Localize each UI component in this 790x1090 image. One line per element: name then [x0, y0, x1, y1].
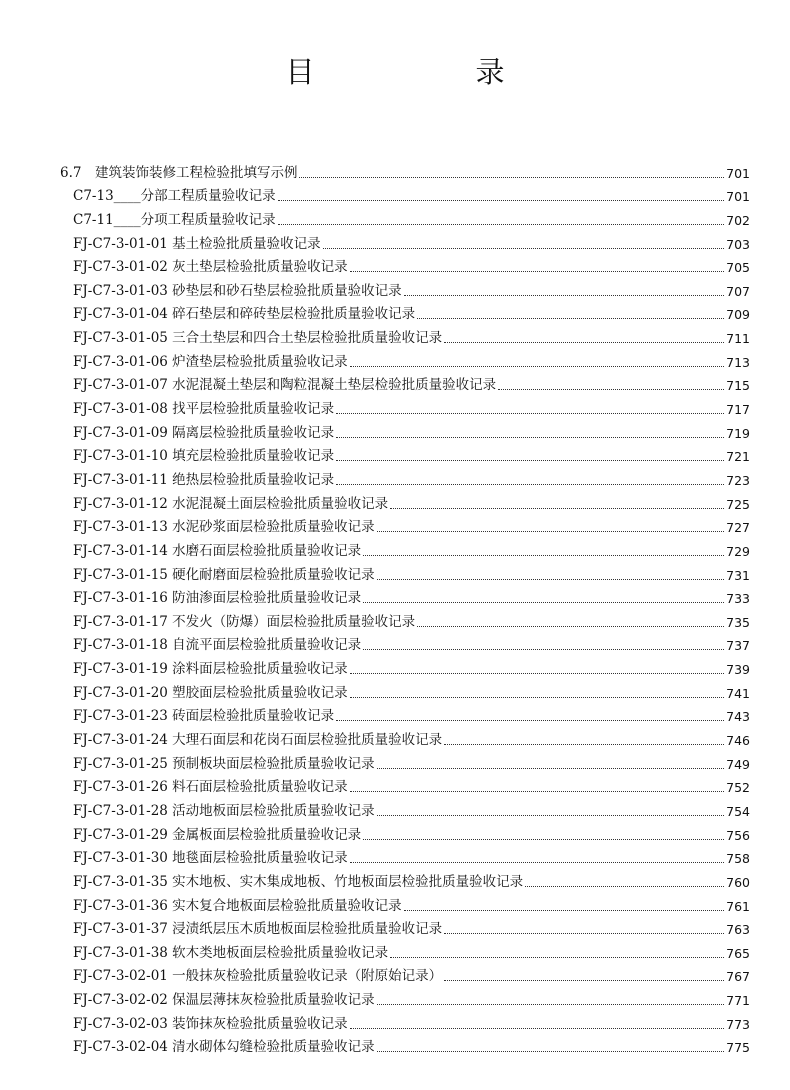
toc-entry-page-number: 715: [726, 378, 750, 394]
dot-leader: [444, 932, 724, 934]
toc-entry[interactable]: [60, 607, 750, 631]
table-of-contents: [60, 158, 750, 1056]
toc-entry[interactable]: [60, 584, 750, 608]
dot-leader: [350, 861, 724, 863]
dot-leader: [350, 790, 724, 792]
toc-entry-page-number: 749: [726, 756, 750, 772]
dot-leader: [444, 979, 724, 981]
toc-entry-page-number: 760: [726, 874, 750, 890]
toc-entry-label: FJ-C7-3-01-01 基土检验批质量验收记录: [73, 235, 321, 252]
toc-entry-page-number: 725: [726, 496, 750, 512]
toc-entry[interactable]: [60, 915, 750, 939]
dot-leader: [299, 176, 724, 178]
dot-leader: [404, 909, 724, 911]
toc-entry-label: FJ-C7-3-01-29 金属板面层检验批质量验收记录: [73, 826, 362, 843]
toc-entry-label: FJ-C7-3-01-16 防油渗面层检验批质量验收记录: [73, 590, 362, 607]
toc-entry-label: FJ-C7-3-01-04 碎石垫层和碎砖垫层检验批质量验收记录: [73, 306, 416, 323]
dot-leader: [377, 530, 724, 532]
toc-entry[interactable]: [60, 938, 750, 962]
dot-leader: [417, 625, 724, 627]
dot-leader: [417, 317, 724, 319]
toc-entry-page-number: 727: [726, 520, 750, 536]
dot-leader: [444, 743, 724, 745]
toc-entry-label: FJ-C7-3-01-07 水泥混凝土垫层和陶粒混凝土垫层检验批质量验收记录: [73, 377, 497, 394]
toc-entry[interactable]: [60, 323, 750, 347]
dot-leader: [390, 956, 724, 958]
toc-entry-label: FJ-C7-3-01-35 实木地板、实木集成地板、竹地板面层检验批质量验收记录: [73, 873, 524, 890]
toc-entry-page-number: 758: [726, 851, 750, 867]
toc-entry-page-number: 739: [726, 662, 750, 678]
dot-leader: [336, 483, 724, 485]
dot-leader: [336, 412, 724, 414]
toc-entry-label: FJ-C7-3-01-05 三合土垫层和四合土垫层检验批质量验收记录: [73, 330, 443, 347]
toc-entry[interactable]: [60, 158, 750, 182]
toc-entry[interactable]: [60, 631, 750, 655]
toc-entry-label: FJ-C7-3-02-04 清水砌体勾缝检验批质量验收记录: [73, 1039, 375, 1056]
toc-entry-page-number: 737: [726, 638, 750, 654]
toc-entry-label: FJ-C7-3-01-17 不发火（防爆）面层检验批质量验收记录: [73, 613, 416, 630]
dot-leader: [278, 223, 724, 225]
dot-leader: [377, 814, 724, 816]
toc-entry[interactable]: [60, 205, 750, 229]
toc-entry-page-number: 763: [726, 922, 750, 938]
dot-leader: [377, 578, 724, 580]
toc-entry[interactable]: [60, 536, 750, 560]
toc-entry-label: FJ-C7-3-01-36 实木复合地板面层检验批质量验收记录: [73, 897, 402, 914]
toc-entry[interactable]: [60, 867, 750, 891]
toc-entry-page-number: 741: [726, 685, 750, 701]
toc-entry[interactable]: [60, 253, 750, 277]
toc-entry-page-number: 729: [726, 543, 750, 559]
dot-leader: [363, 838, 724, 840]
toc-entry[interactable]: [60, 985, 750, 1009]
toc-entry[interactable]: [60, 678, 750, 702]
toc-entry[interactable]: [60, 394, 750, 418]
toc-entry-label: FJ-C7-3-01-18 自流平面层检验批质量验收记录: [73, 637, 362, 654]
toc-entry[interactable]: [60, 702, 750, 726]
toc-entry[interactable]: [60, 465, 750, 489]
toc-entry[interactable]: [60, 654, 750, 678]
toc-entry-page-number: 743: [726, 709, 750, 725]
toc-entry-label: FJ-C7-3-01-09 隔离层检验批质量验收记录: [73, 424, 335, 441]
toc-entry-label: FJ-C7-3-01-11 绝热层检验批质量验收记录: [73, 471, 335, 488]
toc-entry[interactable]: [60, 773, 750, 797]
toc-entry-label: FJ-C7-3-01-13 水泥砂浆面层检验批质量验收记录: [73, 519, 375, 536]
toc-entry-page-number: 723: [726, 472, 750, 488]
toc-entry-page-number: 719: [726, 425, 750, 441]
toc-entry-label: 6.7 建筑装饰装修工程检验批填写示例: [60, 164, 298, 181]
toc-entry-label: FJ-C7-3-01-12 水泥混凝土面层检验批质量验收记录: [73, 495, 389, 512]
toc-entry[interactable]: [60, 560, 750, 584]
toc-entry-label: FJ-C7-3-01-25 预制板块面层检验批质量验收记录: [73, 755, 375, 772]
dot-leader: [525, 885, 724, 887]
toc-entry[interactable]: [60, 1009, 750, 1033]
dot-leader: [377, 1003, 724, 1005]
toc-entry[interactable]: [60, 891, 750, 915]
toc-entry-label: FJ-C7-3-01-23 砖面层检验批质量验收记录: [73, 708, 335, 725]
toc-entry[interactable]: [60, 371, 750, 395]
toc-entry[interactable]: [60, 418, 750, 442]
toc-entry-page-number: 767: [726, 969, 750, 985]
toc-entry-page-number: 735: [726, 614, 750, 630]
toc-entry-label: FJ-C7-3-02-02 保温层薄抹灰检验批质量验收记录: [73, 992, 375, 1009]
toc-entry-page-number: 717: [726, 402, 750, 418]
toc-entry-page-number: 775: [726, 1040, 750, 1056]
toc-entry[interactable]: [60, 229, 750, 253]
toc-entry-page-number: 761: [726, 898, 750, 914]
toc-entry[interactable]: [60, 276, 750, 300]
toc-entry-label: C7-13____分部工程质量验收记录: [73, 188, 276, 205]
dot-leader: [336, 459, 724, 461]
toc-entry[interactable]: [60, 749, 750, 773]
dot-leader: [336, 436, 724, 438]
toc-entry-page-number: 771: [726, 993, 750, 1009]
toc-entry-label: FJ-C7-3-01-37 浸渍纸层压木质地板面层检验批质量验收记录: [73, 921, 443, 938]
toc-entry-label: FJ-C7-3-01-03 砂垫层和砂石垫层检验批质量验收记录: [73, 282, 402, 299]
toc-entry-label: FJ-C7-3-01-28 活动地板面层检验批质量验收记录: [73, 802, 375, 819]
toc-entry-page-number: 752: [726, 780, 750, 796]
toc-entry[interactable]: [60, 796, 750, 820]
toc-entry[interactable]: [60, 725, 750, 749]
toc-entry-label: FJ-C7-3-01-02 灰土垫层检验批质量验收记录: [73, 259, 348, 276]
toc-entry-page-number: 707: [726, 283, 750, 299]
toc-entry-page-number: 713: [726, 354, 750, 370]
toc-entry-label: FJ-C7-3-01-38 软木类地板面层检验批质量验收记录: [73, 944, 389, 961]
toc-entry-page-number: 702: [726, 212, 750, 228]
dot-leader: [377, 1050, 724, 1052]
toc-entry-page-number: 709: [726, 307, 750, 323]
toc-entry-label: FJ-C7-3-01-14 水磨石面层检验批质量验收记录: [73, 542, 362, 559]
toc-entry-label: FJ-C7-3-01-08 找平层检验批质量验收记录: [73, 401, 335, 418]
toc-entry-page-number: 705: [726, 260, 750, 276]
dot-leader: [363, 648, 724, 650]
toc-entry[interactable]: [60, 820, 750, 844]
toc-entry-label: FJ-C7-3-01-19 涂料面层检验批质量验收记录: [73, 661, 348, 678]
dot-leader: [350, 672, 724, 674]
page-title: 目 录: [285, 55, 571, 89]
dot-leader: [350, 270, 724, 272]
toc-entry-page-number: 701: [726, 165, 750, 181]
toc-entry-label: FJ-C7-3-02-01 一般抹灰检验批质量验收记录（附原始记录）: [73, 968, 443, 985]
toc-entry-page-number: 721: [726, 449, 750, 465]
toc-entry-page-number: 711: [726, 331, 750, 347]
toc-entry[interactable]: [60, 442, 750, 466]
toc-entry-label: FJ-C7-3-01-20 塑胶面层检验批质量验收记录: [73, 684, 348, 701]
toc-entry-page-number: 701: [726, 189, 750, 205]
dot-leader: [278, 199, 724, 201]
toc-entry-page-number: 703: [726, 236, 750, 252]
toc-entry-page-number: 773: [726, 1016, 750, 1032]
toc-entry[interactable]: [60, 300, 750, 324]
toc-entry-page-number: 765: [726, 945, 750, 961]
toc-entry-label: FJ-C7-3-01-26 料石面层检验批质量验收记录: [73, 779, 348, 796]
dot-leader: [363, 601, 724, 603]
toc-entry[interactable]: [60, 962, 750, 986]
toc-entry-page-number: 746: [726, 733, 750, 749]
toc-entry[interactable]: [60, 1033, 750, 1057]
toc-entry[interactable]: [60, 844, 750, 868]
dot-leader: [363, 554, 724, 556]
dot-leader: [377, 767, 724, 769]
toc-entry-page-number: 754: [726, 803, 750, 819]
toc-entry[interactable]: [60, 513, 750, 537]
toc-entry-label: FJ-C7-3-02-03 装饰抹灰检验批质量验收记录: [73, 1015, 348, 1032]
toc-entry-label: FJ-C7-3-01-15 硬化耐磨面层检验批质量验收记录: [73, 566, 375, 583]
dot-leader: [350, 1027, 724, 1029]
toc-entry-label: FJ-C7-3-01-24 大理石面层和花岗石面层检验批质量验收记录: [73, 732, 443, 749]
toc-entry[interactable]: [60, 347, 750, 371]
dot-leader: [350, 365, 724, 367]
dot-leader: [404, 294, 724, 296]
toc-entry-page-number: 733: [726, 591, 750, 607]
dot-leader: [498, 388, 724, 390]
dot-leader: [390, 507, 724, 509]
toc-entry-page-number: 756: [726, 827, 750, 843]
toc-entry-label: FJ-C7-3-01-06 炉渣垫层检验批质量验收记录: [73, 353, 348, 370]
dot-leader: [444, 341, 724, 343]
toc-entry-label: FJ-C7-3-01-10 填充层检验批质量验收记录: [73, 448, 335, 465]
dot-leader: [336, 719, 724, 721]
toc-entry[interactable]: [60, 489, 750, 513]
dot-leader: [350, 696, 724, 698]
toc-entry-label: C7-11____分项工程质量验收记录: [73, 211, 276, 228]
toc-entry-page-number: 731: [726, 567, 750, 583]
toc-entry[interactable]: [60, 182, 750, 206]
toc-entry-label: FJ-C7-3-01-30 地毯面层检验批质量验收记录: [73, 850, 348, 867]
dot-leader: [323, 247, 724, 249]
